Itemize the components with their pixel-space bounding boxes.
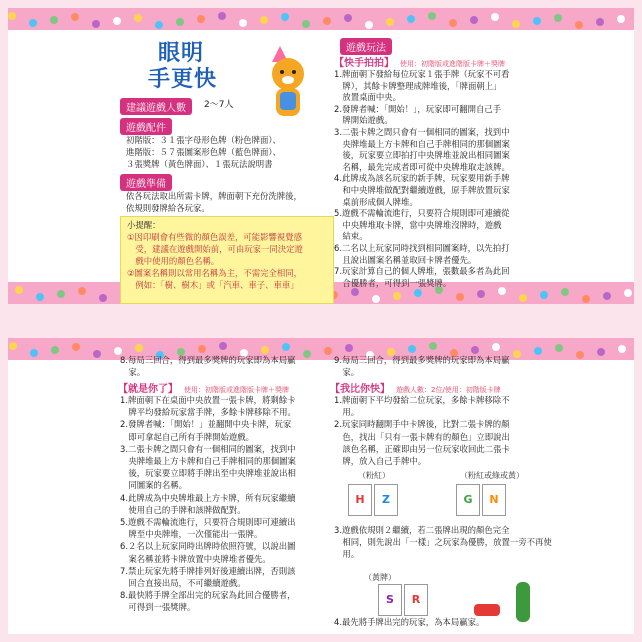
confetti-shape xyxy=(561,288,569,296)
confetti-shape xyxy=(386,18,394,26)
fast-line-11: 和中央牌堆做配對繼續遊戲，原手牌放置玩家 xyxy=(334,185,510,195)
confetti-shape xyxy=(471,346,479,354)
tip-line-4: ②圖案名稱則以常用名稱為主，不需完全相同， xyxy=(127,268,303,278)
confetti-shape xyxy=(414,289,422,297)
confetti-shape xyxy=(15,286,23,294)
faster-title: 【我比你快】 遊戲人數：2位/使用：初階版卡牌 xyxy=(330,384,501,395)
players-label: 建議遊戲人數 xyxy=(120,98,192,115)
confetti-shape xyxy=(324,347,332,355)
confetti-shape xyxy=(197,15,205,23)
example-card-4: N xyxy=(482,484,506,516)
top-decor-band xyxy=(8,8,634,30)
right-top-line-2: 家。 xyxy=(334,367,360,377)
you-line-16: 回合直接出局，不可繼續遊戲。 xyxy=(120,578,246,588)
tip-line-5: 例如：「樹、樹木」或「汽車、車子、車車」 xyxy=(127,280,299,290)
confetti-shape xyxy=(603,292,611,300)
confetti-shape xyxy=(134,14,142,22)
confetti-shape xyxy=(540,291,548,299)
prep-line-2: 依規則發牌給各玩家。 xyxy=(126,203,210,213)
faster-line-6: 牌，放入自己手牌中。 xyxy=(334,456,427,466)
confetti-shape xyxy=(303,350,311,358)
fast-line-17: 且說出圖案名稱並取回卡牌者優先。 xyxy=(334,254,477,265)
confetti-shape xyxy=(477,290,485,298)
car-icon xyxy=(474,604,500,616)
confetti-shape xyxy=(219,342,227,350)
confetti-shape xyxy=(8,12,16,20)
players-value: 2～7人 xyxy=(204,100,234,110)
you-line-15: 7.禁止玩家先將手牌排列好後連續出牌，否則該 xyxy=(120,565,296,576)
confetti-shape xyxy=(9,342,17,350)
confetti-shape xyxy=(281,13,289,21)
fast-line-7: 央牌堆最上方卡牌和自己手牌相同的那個圖案 xyxy=(334,138,510,149)
fast-line-2: 牌），其餘卡牌整理成牌堆後，「牌面朝上」 xyxy=(334,80,502,91)
fast-line-8: 後，玩家要立即拍打中央牌堆並說出相同圖案 xyxy=(334,150,510,161)
confetti-shape xyxy=(513,350,521,358)
faster-b-line-3: 用。 xyxy=(334,549,360,560)
faster-b-line-1: 3.遊戲依規則２繼續，若二張牌出現的顏色完全 xyxy=(334,525,510,535)
fast-line-3: 放置桌面中央。 xyxy=(334,92,401,103)
you-line-8: 同圖案的名稱。 xyxy=(120,480,187,491)
confetti-shape xyxy=(534,347,542,355)
components-line-1: 初階版：３１張字母形色牌（粉色牌面）、 xyxy=(126,135,281,145)
left-top-line-2: 家。 xyxy=(120,367,146,377)
confetti-shape xyxy=(92,20,100,28)
you-line-14: 案名稱並將卡牌放置中央牌堆者優先。 xyxy=(120,553,271,564)
confetti-shape xyxy=(618,345,626,353)
fast-line-13: 5.遊戲不需輪流進行，只要符合規則即可連續從 xyxy=(334,208,510,219)
you-line-12: 牌至中央牌堆，一次僅能出一張牌。 xyxy=(120,529,263,540)
confetti-shape xyxy=(533,17,541,25)
confetti-shape xyxy=(260,16,268,24)
confetti-shape xyxy=(282,343,290,351)
confetti-shape xyxy=(576,351,584,359)
confetti-shape xyxy=(519,294,527,302)
confetti-shape xyxy=(218,12,226,20)
confetti-shape xyxy=(449,19,457,27)
tag-pink: （粉紅） xyxy=(358,471,390,480)
confetti-shape xyxy=(498,287,506,295)
confetti-shape xyxy=(624,289,632,297)
faster-line-3: 2.玩家同時翻開手中卡牌後，比對二張卡牌的顏 xyxy=(334,419,510,430)
confetti-shape xyxy=(365,21,373,29)
confetti-shape xyxy=(36,293,44,301)
cactus-icon xyxy=(516,582,530,622)
tip-line-3: 戲中使用的顏色名稱。 xyxy=(127,256,220,266)
fast-line-14: 中央牌堆取卡牌，當中央牌堆沒牌時，遊戲 xyxy=(334,219,502,230)
tag-yellow: （黃牌） xyxy=(364,573,396,582)
you-line-5: 3.二張卡牌之間只會有一個相同的圖案，找到中 xyxy=(120,443,296,454)
faster-b-line-2: 相同，則先說出「一樣」之玩家為優勝，放置一旁不再使 xyxy=(334,537,552,548)
confetti-shape xyxy=(78,287,86,295)
fast-line-5: 牌開始遊戲。 xyxy=(334,115,393,126)
confetti-shape xyxy=(72,343,80,351)
faster-line-5: 該色名稱，正確即由另一位玩家收回此二張卡 xyxy=(334,443,510,454)
tip-line-2: 受，建議在遊戲開始前，可由玩家一同決定遊 xyxy=(127,244,303,254)
top-decor-band-2 xyxy=(8,338,634,360)
confetti-shape xyxy=(351,288,359,296)
you-title: 【就是你了】 使用：初階版或進階版卡牌＋獎牌 xyxy=(118,384,289,395)
confetti-shape xyxy=(456,293,464,301)
example-card-5: S xyxy=(378,584,402,616)
confetti-shape xyxy=(176,18,184,26)
components-label: 遊戲配件 xyxy=(120,118,172,135)
confetti-shape xyxy=(492,343,500,351)
prep-label: 遊戲準備 xyxy=(120,174,172,191)
fast-line-1: 1.牌面朝下發給每位玩家１張手牌（玩家不可看 xyxy=(334,69,510,79)
tip-title: 小提醒： xyxy=(127,220,161,230)
faster-line-1: 1.牌面朝下平均發給二位玩家，多餘卡牌移除不 xyxy=(334,395,510,405)
confetti-shape xyxy=(135,344,143,352)
confetti-shape xyxy=(198,345,206,353)
you-line-11: 5.遊戲不需輪流進行，只要符合規則即可連續出 xyxy=(120,517,296,527)
you-line-7: 後，玩家要立即將手牌出至中央牌堆並說出相 xyxy=(120,468,296,479)
confetti-shape xyxy=(428,12,436,20)
confetti-shape xyxy=(113,17,121,25)
confetti-shape xyxy=(596,18,604,26)
fast-line-9: 名稱，最先完成者即可從中央牌堆取走該牌。 xyxy=(334,161,510,172)
confetti-shape xyxy=(29,19,37,27)
fast-line-19: 合優勝者，可得到一張獎牌。 xyxy=(334,277,452,288)
example-card-6: R xyxy=(404,584,428,616)
fast-line-6: 3.二張卡牌之間只會有一個相同的圖案，找到中 xyxy=(334,127,510,137)
tiger-mascot-icon xyxy=(258,44,318,124)
rules-page-bottom xyxy=(8,338,634,634)
confetti-shape xyxy=(30,349,38,357)
logo-line2: 手更快 xyxy=(148,67,218,92)
faster-last: 4.最先將手牌出完的玩家，為本局贏家。 xyxy=(334,617,485,627)
fast-line-10: 4.此牌成為該名玩家的新手牌，玩家要用新手牌 xyxy=(334,173,510,184)
you-line-13: 6.２名以上玩家同時出牌時依照符號，以說出圖 xyxy=(120,541,296,552)
confetti-shape xyxy=(407,15,415,23)
you-line-2: 牌平均發給玩家當手牌，多餘卡牌移除不用。 xyxy=(120,407,296,418)
you-line-17: 8.最快將手牌全部出完的玩家為此回合優勝者， xyxy=(120,590,296,601)
you-line-4: 即可拿起自己所有手牌開始遊戲。 xyxy=(120,431,254,442)
you-line-1: 1.牌面朝下在桌面中央放置一張卡牌，將剩餘卡 xyxy=(120,395,296,405)
confetti-shape xyxy=(512,20,520,28)
confetti-shape xyxy=(344,14,352,22)
confetti-shape xyxy=(71,13,79,21)
components-line-2: 進階版：５７張圖案形色牌（藍色牌面）、 xyxy=(126,147,281,157)
confetti-shape xyxy=(51,346,59,354)
confetti-shape xyxy=(57,290,65,298)
confetti-shape xyxy=(155,21,163,29)
fast-title: 【快手拍拍】 使用：初階版或進階版卡牌＋獎牌 xyxy=(334,58,505,69)
confetti-shape xyxy=(393,292,401,300)
you-line-10: 使用自己的手牌和該牌做配對。 xyxy=(120,504,246,515)
confetti-shape xyxy=(597,348,605,356)
you-line-6: 央牌堆最上方卡牌和自己手牌相同的那個圖案 xyxy=(120,456,296,466)
prep-line-1: 依各玩法取出所需卡牌，牌面朝下充份洗牌後， xyxy=(126,191,302,201)
fast-line-18: 7.玩家計算自己的個人牌堆，張數最多者為此回 xyxy=(334,266,510,277)
fast-line-4: 2.發牌者喊：「開始！」，玩家即可翻開自己手 xyxy=(334,103,502,114)
left-top-line-1: 8.每局三回合，得到最多獎牌的玩家即為本局贏 xyxy=(120,355,296,365)
you-line-9: 4.此牌成為中央牌堆最上方卡牌，所有玩家繼續 xyxy=(120,492,296,503)
confetti-shape xyxy=(93,350,101,358)
faster-line-4: 色，找出「只有一張卡牌有的顏色」立即說出 xyxy=(334,431,510,442)
confetti-shape xyxy=(470,16,478,24)
fast-line-16: 6.二名以上玩家同時找到相同圖案時，以先拍打 xyxy=(334,243,510,253)
confetti-shape xyxy=(345,344,353,352)
confetti-shape xyxy=(617,15,625,23)
confetti-shape xyxy=(555,344,563,352)
faster-line-2: 用。 xyxy=(334,407,360,418)
fast-line-12: 桌前形成個人牌堆。 xyxy=(334,196,418,207)
components-line-3: ３張獎牌（黃色牌面）、１張玩法說明書 xyxy=(126,159,273,169)
confetti-shape xyxy=(554,14,562,22)
example-card-2: Z xyxy=(374,484,398,516)
confetti-shape xyxy=(575,21,583,29)
confetti-shape xyxy=(429,342,437,350)
rules-page-top xyxy=(8,8,634,304)
confetti-shape xyxy=(99,294,107,302)
confetti-shape xyxy=(261,346,269,354)
confetti-shape xyxy=(408,345,416,353)
right-top-line-1: 9.每局三回合，得到最多獎牌的玩家即為本局贏 xyxy=(334,355,510,365)
confetti-shape xyxy=(582,295,590,303)
confetti-shape xyxy=(491,13,499,21)
confetti-shape xyxy=(50,16,58,24)
tip-box xyxy=(120,216,334,304)
confetti-shape xyxy=(239,19,247,27)
you-line-3: 2.發牌者喊：「開始！」並翻開中央卡牌，玩家 xyxy=(120,419,292,430)
example-card-1: H xyxy=(348,484,372,516)
confetti-shape xyxy=(372,295,380,303)
tip-line-1: ①因印刷會有些微的顏色誤差，可能影響視覺感 xyxy=(127,232,303,242)
fast-line-15: 結束。 xyxy=(334,231,368,242)
logo-line1: 眼明 xyxy=(158,41,205,66)
example-card-3: G xyxy=(456,484,480,516)
play-header: 遊戲玩法 xyxy=(340,38,392,55)
confetti-shape xyxy=(323,17,331,25)
you-line-18: 可得到一張獎牌。 xyxy=(120,602,196,613)
tag-green: （粉紅或綠或黃） xyxy=(460,471,524,480)
confetti-shape xyxy=(302,20,310,28)
